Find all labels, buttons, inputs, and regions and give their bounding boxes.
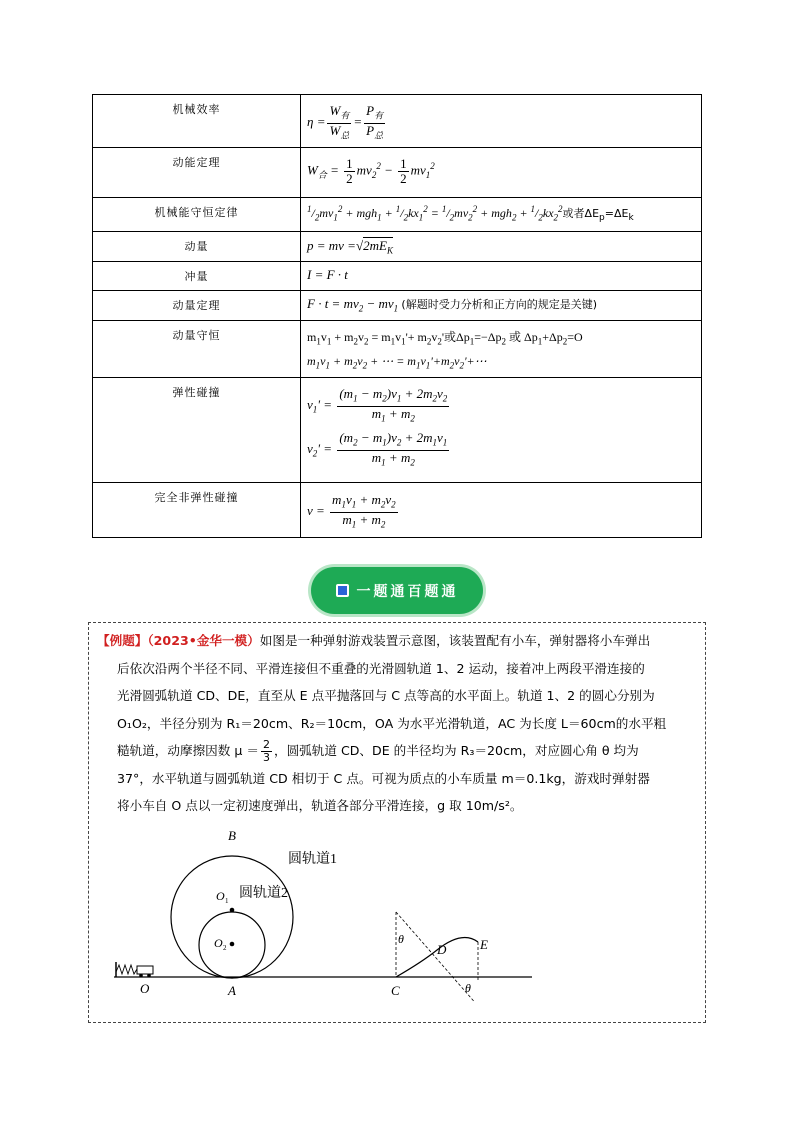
row-name-momentum: 动量 — [93, 232, 301, 262]
banner-title: 一题通百题通 — [356, 583, 459, 600]
formula-momentum: p = mv $=√2mE_K$ — [301, 232, 702, 262]
problem-line: 糙轨道，动摩擦因数 μ ＝ $\frac{2}{3}$ ，圆弧轨道 CD、DE 的半径均为 R₃＝20cm，对应圆心角 θ 均为 — [117, 738, 639, 764]
label-track-2: 圆轨道2 — [239, 886, 288, 901]
label-e: E — [480, 937, 488, 952]
row-name-kinetic-theorem: 动能定理 — [93, 148, 301, 198]
section-banner — [311, 567, 483, 614]
spring-icon — [116, 965, 137, 974]
row-name-momentum-conservation: 动量守恒 — [93, 321, 301, 378]
problem-line: O₁O₂，半径分别为 R₁＝20cm、R₂＝10cm，OA 为水平光滑轨道，AC 为长度 L＝60cm的水平粗 — [117, 715, 667, 731]
formula-momentum-conservation: $m_1v_1 + m_2v_2 = m_1v_1'+ m_2v_2'$或$\Delta p_1=-\Delta p_2$ 或 $\Delta p_1+\Delta p_2=O$ $m_1v_1 + m_2v_2$ + ⋯ = $m_1v_1'+m_2v_2'+\cdots$ — [301, 321, 702, 378]
label-d: D — [437, 942, 447, 957]
formula-kinetic-theorem: $W_合$ = $\frac{1}{2}$ $mv_2^2$ − $\frac{1}{2}$ $mv_1^2$ — [301, 148, 702, 198]
label-c: C — [391, 983, 400, 998]
label-theta-top: θ — [398, 932, 404, 946]
label-o: O — [140, 981, 150, 996]
row-name-inelastic-collision: 完全非弹性碰撞 — [93, 483, 301, 538]
cart-wheel — [147, 974, 151, 978]
row-name-impulse: 冲量 — [93, 262, 301, 291]
row-name-efficiency: 机械效率 — [93, 95, 301, 148]
label-theta-bottom: θ — [465, 981, 471, 995]
center-o1 — [230, 908, 235, 913]
label-o1-sub: 1 — [225, 897, 229, 905]
cart-wheel — [139, 974, 143, 978]
problem-tag: 【例题】（2023•金华一模） — [97, 633, 260, 648]
formula-elastic-collision: $v_1'$ = $\frac{(m_1 - m_2)v_1 + 2m_2v_2}{m_1 + m_2}$ $v_2'$ = $\frac{(m_2 - m_1)v_2 + 2m_1v_1}{m_1 + m_2}$ — [301, 378, 702, 483]
label-o2-sub: 2 — [223, 944, 227, 952]
problem-text — [97, 627, 701, 820]
formula-table — [92, 94, 702, 538]
label-track-1: 圆轨道1 — [288, 852, 337, 867]
formula-impulse: I = F · t — [301, 262, 702, 291]
row-name-momentum-theorem: 动量定理 — [93, 291, 301, 321]
problem-line: 光滑圆弧轨道 CD、DE，直至从 E 点平抛落回与 C 点等高的水平面上。轨道 1、2 的圆心分别为 — [117, 688, 655, 703]
formula-momentum-theorem: $F \cdot t = mv_2 - mv_1$ (解题时受力分析和正方向的规定是关键) — [301, 291, 702, 321]
book-icon — [336, 584, 349, 597]
mu-fraction: $\frac{2}{3}$ — [262, 738, 270, 764]
label-b: B — [228, 828, 236, 843]
problem-line: 如图是一种弹射游戏装置示意图，该装置配有小车，弹射器将小车弹出 — [259, 633, 651, 648]
loop-track-1 — [171, 856, 293, 978]
problem-line: 后依次沿两个半径不同、平滑连接但不重叠的光滑圆轨道 1、2 运动，接着冲上两段平滑连接的 — [117, 660, 645, 676]
formula-energy-conservation: $^1/_2mv_1^2 + mgh_1 + ^1/_2kx_1^2 = ^1/_2mv_2^2 + mgh_2 + ^1/_2kx_2^2$或者$\Delta E_p=\Delta E_k$ — [301, 198, 702, 232]
label-a: A — [228, 983, 236, 998]
formula-inelastic-collision: v = $\frac{m_1v_1 + m_2v_2}{m_1 + m_2}$ — [301, 483, 702, 538]
row-name-elastic-collision: 弹性碰撞 — [93, 378, 301, 483]
cart-icon — [137, 966, 153, 974]
problem-line: 37°，水平轨道与圆弧轨道 CD 相切于 C 点。可视为质点的小车质量 m＝0.1kg，游戏时弹射器 — [117, 770, 650, 786]
label-o1: O — [216, 889, 225, 903]
problem-line: 将小车自 O 点以一定初速度弹出，轨道各部分平滑连接，g 取 10m/s²。 — [117, 798, 523, 813]
formula-efficiency: η = $\frac{W_有}{W_总}$ = $\frac{P_有}{P_总}$ — [301, 95, 702, 148]
row-name-energy-conservation: 机械能守恒定律 — [93, 198, 301, 232]
track-diagram — [112, 822, 536, 1002]
center-o2 — [230, 942, 235, 947]
label-o2: O — [214, 936, 223, 950]
